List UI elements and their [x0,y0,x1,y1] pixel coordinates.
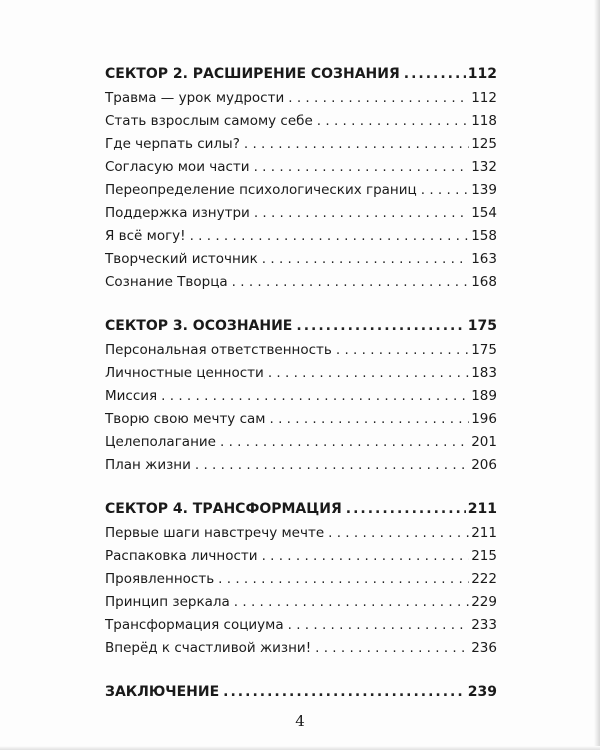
entry-page-number: 233 [471,617,497,633]
entry-page-number: 175 [471,342,497,358]
entry-title: Согласую мои части [105,159,250,175]
entry-title: Принцип зеркала [105,594,230,610]
entry-title: Миссия [105,388,158,404]
dot-leader [288,614,470,637]
toc-section-heading[interactable] [105,497,497,522]
entry-page-number: 201 [471,434,497,450]
section-page-number: 112 [467,66,497,82]
toc-entry[interactable] [105,225,497,248]
entry-page-number: 158 [471,228,497,244]
entry-title: Травма — урок мудрости [105,90,285,106]
entry-title: Вперёд к счастливой жизни! [105,640,312,656]
section-title: СЕКТОР 2. РАСШИРЕНИЕ СОЗНАНИЯ [105,66,400,82]
entry-title: Я всё могу! [105,228,186,244]
entry-page-number: 125 [471,136,497,152]
toc-entry[interactable] [105,431,497,454]
entry-page-number: 229 [471,594,497,610]
dot-leader [223,680,466,705]
entry-title: Переопределение психологических границ [105,182,417,198]
entry-title: Творческий источник [105,251,258,267]
dot-leader [421,179,469,202]
toc-section [105,680,497,705]
entry-title: Стать взрослым самому себе [105,113,313,129]
table-of-contents [105,62,497,725]
entry-title: Персональная ответственность [105,342,332,358]
dot-leader [268,362,469,385]
dot-leader [220,431,469,454]
entry-page-number: 206 [471,457,497,473]
toc-entry[interactable] [105,545,497,568]
entry-page-number: 196 [471,411,497,427]
toc-section [105,497,497,660]
entry-title: Творю свою мечту сам [105,411,266,427]
toc-section-heading[interactable] [105,62,497,87]
entry-title: План жизни [105,457,191,473]
section-title: СЕКТОР 4. ТРАНСФОРМАЦИЯ [105,501,342,517]
toc-entry[interactable] [105,522,497,545]
dot-leader [161,385,469,408]
toc-section-heading[interactable] [105,680,497,705]
section-page-number: 211 [467,501,497,517]
entry-page-number: 183 [471,365,497,381]
dot-leader [232,271,470,294]
entry-page-number: 222 [471,571,497,587]
toc-entry[interactable] [105,179,497,202]
entry-title: Проявленность [105,571,215,587]
dot-leader [296,314,465,339]
entry-title: Поддержка изнутри [105,205,250,221]
toc-entry[interactable] [105,133,497,156]
dot-leader [317,110,469,133]
toc-section [105,314,497,477]
toc-entry[interactable] [105,454,497,477]
toc-entry[interactable] [105,271,497,294]
entry-title: Личностные ценности [105,365,264,381]
entry-page-number: 132 [471,159,497,175]
entry-page-number: 112 [471,90,497,106]
dot-leader [346,497,466,522]
dot-leader [269,408,469,431]
dot-leader [244,133,469,156]
entry-title: Где черпать силы? [105,136,240,152]
toc-entry[interactable] [105,110,497,133]
entry-page-number: 211 [471,525,497,541]
toc-section [105,62,497,294]
dot-leader [190,225,470,248]
entry-page-number: 168 [471,274,497,290]
entry-title: Первые шаги навстречу мечте [105,525,325,541]
toc-entry[interactable] [105,248,497,271]
entry-page-number: 163 [471,251,497,267]
toc-entry[interactable] [105,568,497,591]
dot-leader [234,591,469,614]
dot-leader [328,522,469,545]
dot-leader [262,545,470,568]
toc-entry[interactable] [105,385,497,408]
toc-entry[interactable] [105,87,497,110]
dot-leader [254,202,469,225]
entry-page-number: 154 [471,205,497,221]
page-bottom-edge [0,746,600,750]
toc-entry[interactable] [105,591,497,614]
entry-title: Целеполагание [105,434,216,450]
dot-leader [262,248,469,271]
toc-section-heading[interactable] [105,314,497,339]
entry-page-number: 189 [471,388,497,404]
toc-entry[interactable] [105,408,497,431]
dot-leader [288,87,469,110]
toc-entry[interactable] [105,614,497,637]
dot-leader [218,568,469,591]
section-title: ЗАКЛЮЧЕНИЕ [105,684,220,700]
section-title: СЕКТОР 3. ОСОЗНАНИЕ [105,318,293,334]
dot-leader [315,637,469,660]
dot-leader [254,156,470,179]
entry-page-number: 236 [471,640,497,656]
entry-title: Трансформация социума [105,617,284,633]
section-page-number: 239 [467,684,497,700]
toc-entry[interactable] [105,202,497,225]
page-edge-shadow [594,0,600,750]
dot-leader [195,454,469,477]
entry-title: Сознание Творца [105,274,228,290]
toc-entry[interactable] [105,637,497,660]
page-number: 4 [295,712,305,730]
dot-leader [404,62,466,87]
entry-title: Распаковка личности [105,548,258,564]
toc-entry[interactable] [105,156,497,179]
toc-entry[interactable] [105,362,497,385]
entry-page-number: 215 [471,548,497,564]
toc-entry[interactable] [105,339,497,362]
dot-leader [336,339,469,362]
entry-page-number: 118 [471,113,497,129]
entry-page-number: 139 [471,182,497,198]
section-page-number: 175 [467,318,497,334]
